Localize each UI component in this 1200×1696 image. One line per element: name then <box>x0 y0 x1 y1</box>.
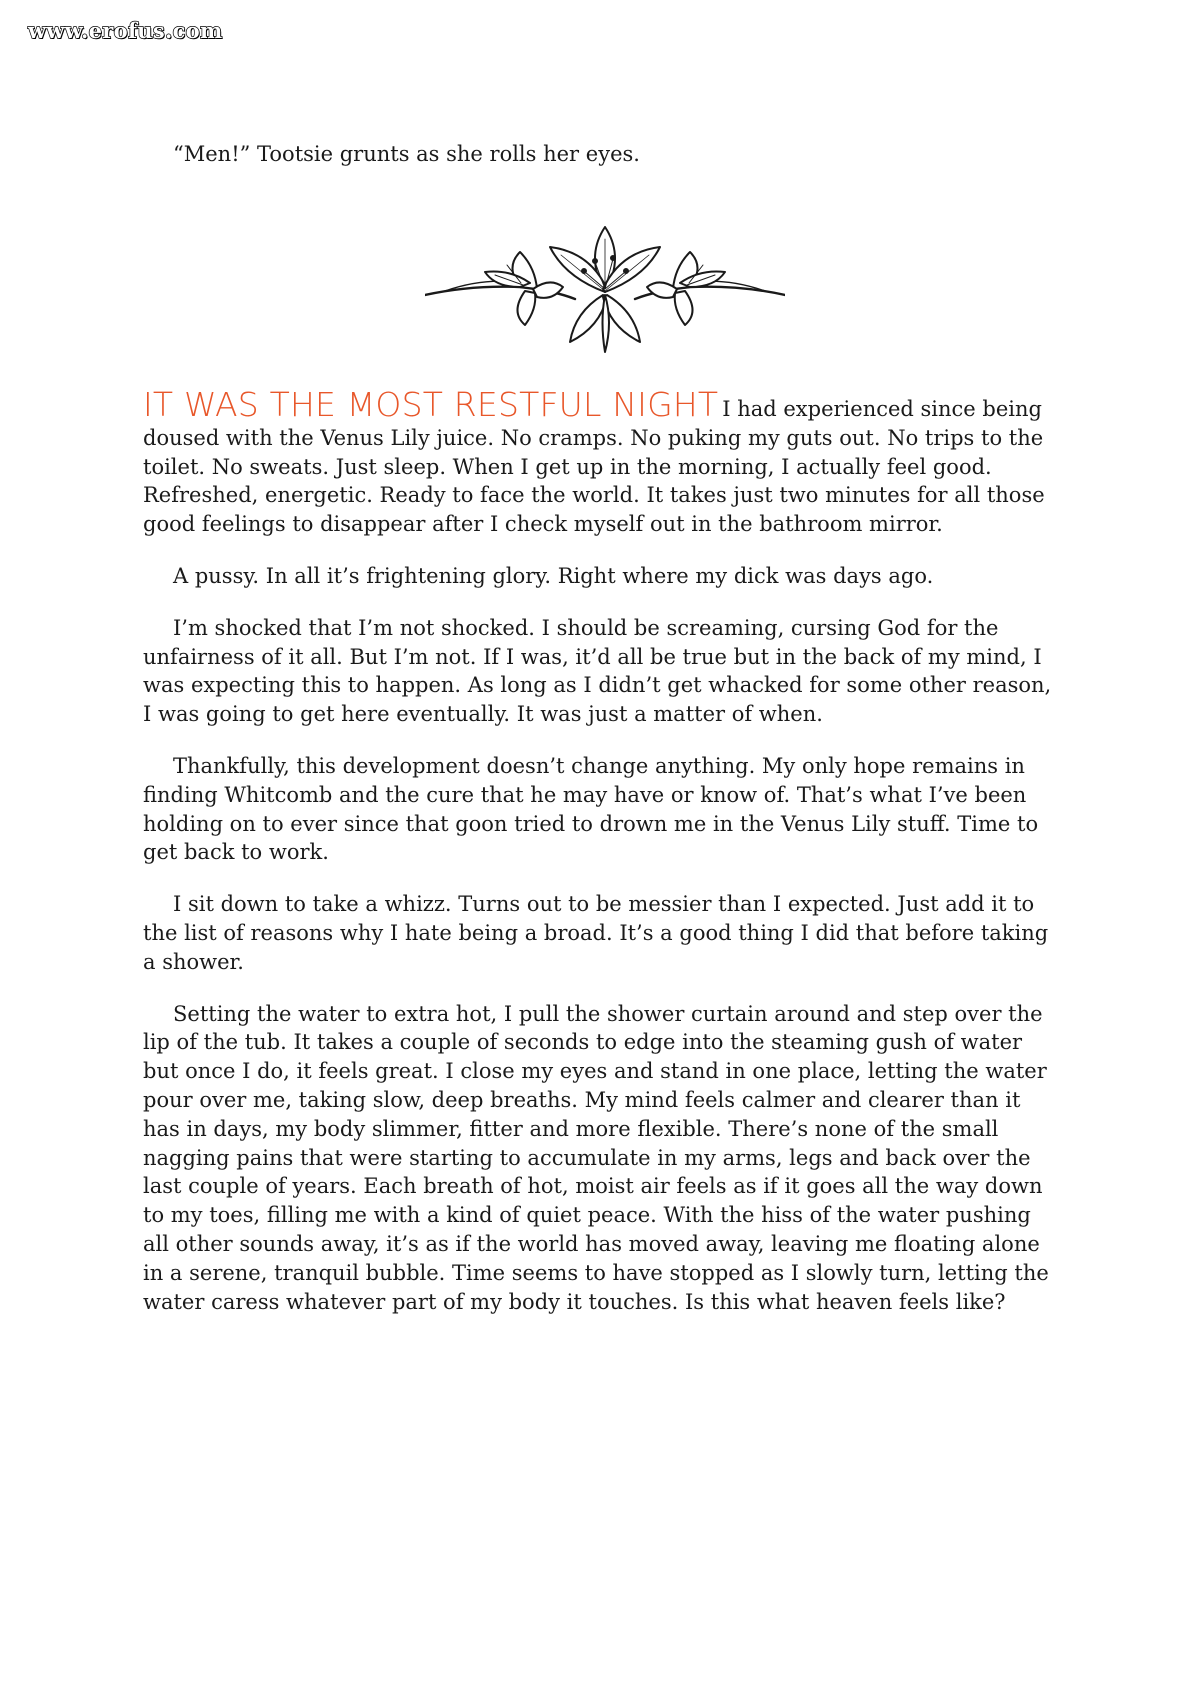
chapter-lead-in: IT WAS THE MOST RESTFUL NIGHT <box>143 385 719 424</box>
lead-paragraph <box>143 385 1063 539</box>
paragraph-text: I had experienced since being doused with the Venus Lily juice. No cramps. No puking my guts out. No trips to the toilet. No sweats. Just sleep. When I get up in the morning, I actually feel good. Refreshed, energetic. Ready to face the world. It takes just two minutes for all those good feelings to disappear after I check myself out in the bathroom mirror. <box>143 397 1045 537</box>
story-text <box>143 385 1063 1316</box>
site-watermark: www.erofus.com <box>28 18 223 43</box>
paragraph: A pussy. In all it’s frightening glory. Right where my dick was days ago. <box>173 563 934 588</box>
paragraph: Thankfully, this development doesn’t change anything. My only hope remains in finding Whitcomb and the cure that he may have or know of. That’s what I’ve been holding on to ever since that goon tried to drown me in the Venus Lily stuff. Time to get back to work. <box>143 753 1039 865</box>
lily-flourish-icon <box>425 217 785 357</box>
paragraph: I sit down to take a whizz. Turns out to be messier than I expected. Just add it to the list of reasons why I hate being a broad. It’s a good thing I did that before taking a shower. <box>143 892 1049 974</box>
page-content <box>143 140 1063 1339</box>
dialogue-line: “Men!” Tootsie grunts as she rolls her eyes. <box>173 142 640 166</box>
paragraph: I’m shocked that I’m not shocked. I should be screaming, cursing God for the unfairness of it all. But I’m not. If I was, it’d all be true but in the back of my mind, I was expecting this to happen. As long as I didn’t get whacked for some other reason, I was going to get here eventually. It was just a matter of when. <box>143 615 1052 727</box>
paragraph: Setting the water to extra hot, I pull the shower curtain around and step over the lip of the tub. It takes a couple of seconds to edge into the steaming gush of water but once I do, it feels great. I close my eyes and stand in one place, letting the water pour over me, taking slow, deep breaths. My mind feels calmer and clearer than it has in days, my body slimmer, fitter and more flexible. There’s none of the small nagging pains that were starting to accumulate in my arms, legs and back over the last couple of years. Each breath of hot, moist air feels as if it goes all the way down to my toes, filling me with a kind of quiet peace. With the hiss of the water pushing all other sounds away, it’s as if the world has moved away, leaving me floating alone in a serene, tranquil bubble. Time seems to have stopped as I slowly turn, letting the water caress whatever part of my body it touches. Is this what heaven feels like? <box>143 1001 1049 1314</box>
